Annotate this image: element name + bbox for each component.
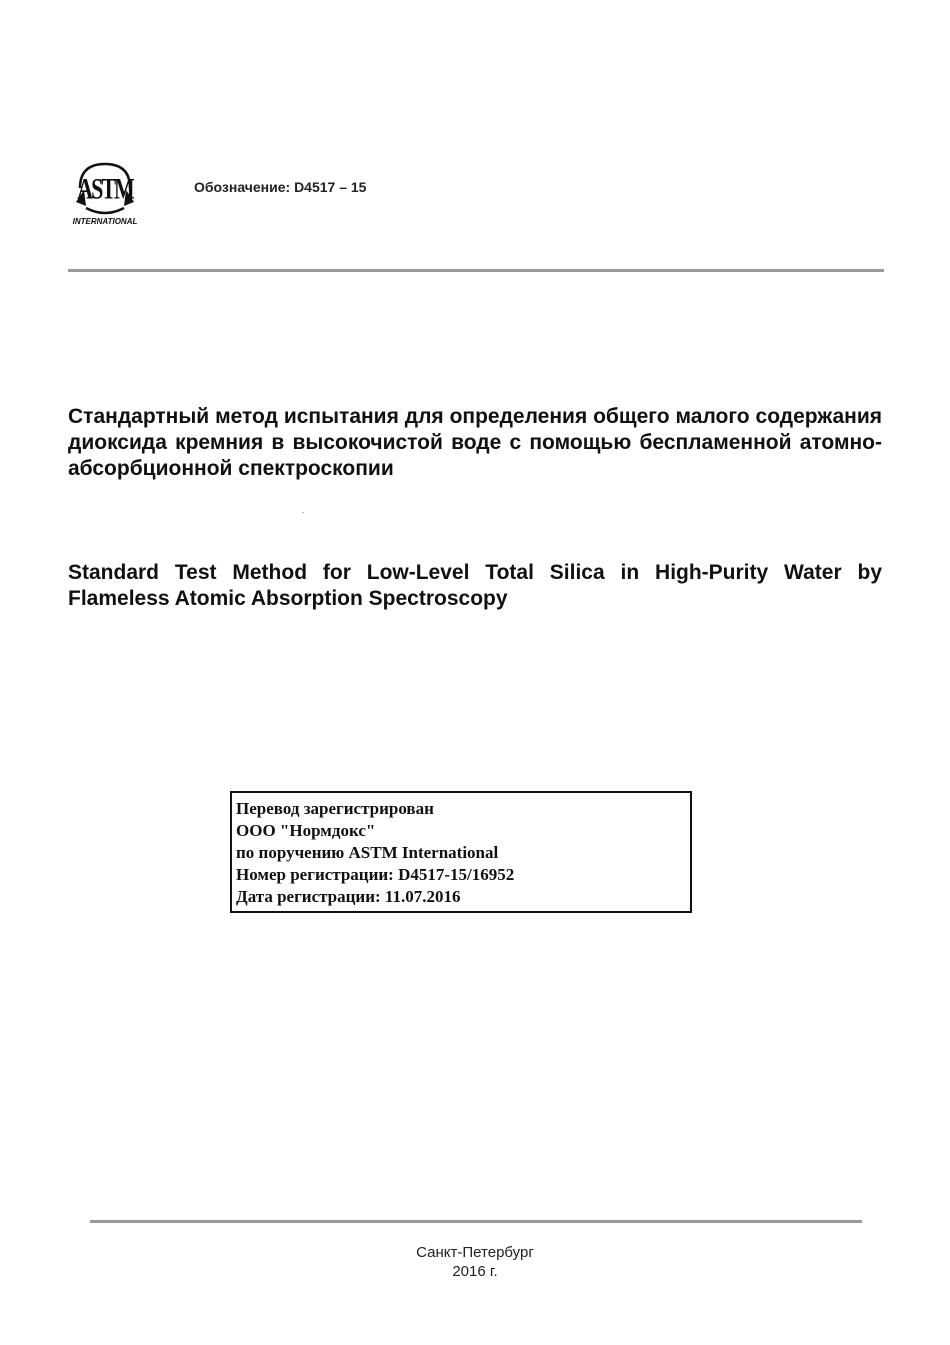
registration-line: ООО "Нормдокс" [236,821,376,840]
registration-box [230,791,692,913]
logo-letters: ASTM [77,172,133,206]
top-divider [68,269,884,272]
footer-city: Санкт-Петербург [416,1244,534,1261]
title-english: Standard Test Method for Low-Level Total Silica in High-Purity Water by Flameless Atomic Absorption Spectroscopy [68,561,882,610]
registration-number: Номер регистрации: D4517-15/16952 [236,865,515,884]
registration-line: по поручению ASTM International [236,843,499,862]
astm-logo-icon [66,158,144,228]
logo-subtext: INTERNATIONAL [72,217,138,226]
document-designation: Обозначение: D4517 – 15 [194,179,367,195]
stray-mark [302,512,304,513]
astm-logo [66,158,144,228]
title-russian: Стандартный метод испытания для определения общего малого содержания диоксида кремния в высокочистой воде с помощью беспламенной атомно-абсорбционной спектроскопии [68,405,882,480]
registration-date: Дата регистрации: 11.07.2016 [236,887,461,906]
bottom-divider [90,1220,862,1223]
registration-line: Перевод зарегистрирован [236,799,434,818]
footer-year: 2016 г. [452,1263,498,1280]
footer [0,1243,950,1281]
